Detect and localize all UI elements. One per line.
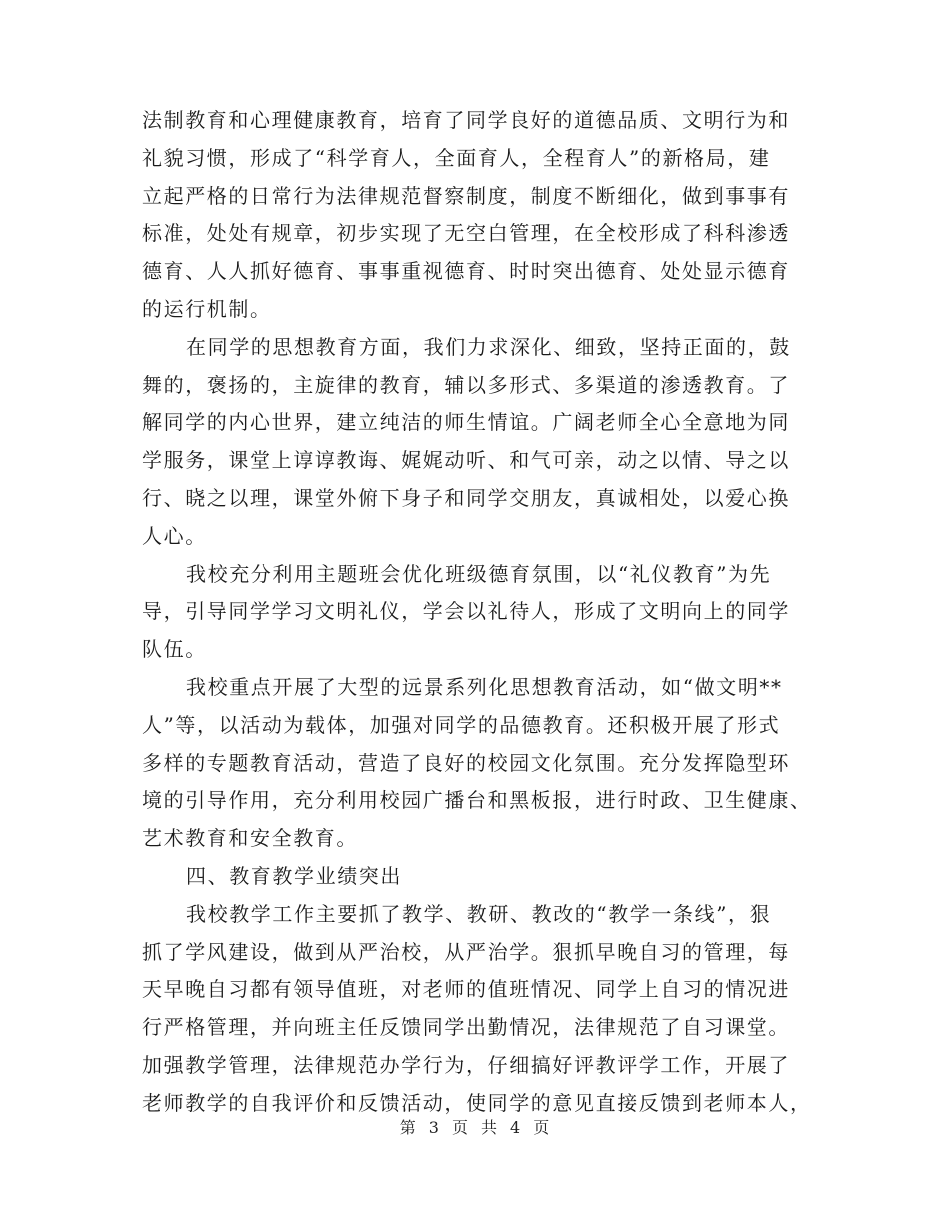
text-line: 行、晓之以理，课堂外俯下身子和同学交朋友，真诚相处，以爱心换	[142, 485, 790, 510]
text-line: 天早晚自习都有领导值班，对老师的值班情况、同学上自习的情况进	[142, 977, 790, 1002]
footer-label-ye: 页	[451, 1118, 469, 1137]
text-line: 行严格管理，并向班主任反馈同学出勤情况，法律规范了自习课堂。	[142, 1015, 790, 1040]
text-line: 的运行机制。	[142, 296, 272, 321]
footer-total-pages: 4	[510, 1118, 522, 1137]
text-line: 导，引导同学学习文明礼仪，学会以礼待人，形成了文明向上的同学	[142, 599, 790, 624]
paragraph-first-line: 在同学的思想教育方面，我们力求深化、细致，坚持正面的，鼓	[186, 334, 791, 359]
footer-label-di: 第	[399, 1118, 417, 1137]
text-line: 解同学的内心世界，建立纯洁的师生情谊。广阔老师全心全意地为同	[142, 410, 790, 435]
text-line: 礼貌习惯，形成了“科学育人，全面育人，全程育人”的新格局，建	[142, 145, 771, 170]
text-line: 境的引导作用，充分利用校园广播台和黑板报，进行时政、卫生健康、	[142, 788, 812, 813]
text-line: 标准，处处有规章，初步实现了无空白管理，在全校形成了科科渗透	[142, 221, 790, 246]
page-footer	[0, 1115, 950, 1138]
text-line: 队伍。	[142, 637, 207, 662]
text-line: 人”等，以活动为载体，加强对同学的品德教育。还积极开展了形式	[142, 712, 781, 737]
text-line: 立起严格的日常行为法律规范督察制度，制度不断细化，做到事事有	[142, 183, 790, 208]
paragraph-first-line: 我校教学工作主要抓了教学、教研、教改的“教学一条线”，狠	[186, 901, 772, 926]
document-body	[142, 102, 814, 1123]
text-line: 德育、人人抓好德育、事事重视德育、时时突出德育、处处显示德育	[142, 259, 790, 284]
text-line: 老师教学的自我评价和反馈活动，使同学的意见直接反馈到老师本人，	[142, 1090, 812, 1115]
text-line: 艺术教育和安全教育。	[142, 826, 358, 851]
footer-label-gong: 共	[481, 1118, 499, 1137]
paragraph-first-line: 我校充分利用主题班会优化班级德育氛围，以“礼仪教育”为先	[186, 561, 772, 586]
footer-label-ye2: 页	[533, 1118, 551, 1137]
text-line: 人心。	[142, 523, 207, 548]
text-line: 法制教育和心理健康教育，培育了同学良好的道德品质、文明行为和	[142, 108, 790, 132]
text-line: 加强教学管理，法律规范办学行为，仔细搞好评教评学工作，开展了	[142, 1052, 790, 1077]
paragraph-first-line: 我校重点开展了大型的远景系列化思想教育活动，如“做文明**	[186, 674, 783, 699]
text-line: 多样的专题教育活动，营造了良好的校园文化氛围。充分发挥隐型环	[142, 750, 790, 775]
text-line: 学服务，课堂上谆谆教诲、娓娓动听、和气可亲，动之以情、导之以	[142, 448, 790, 473]
section-heading: 四、教育教学业绩突出	[186, 863, 402, 888]
text-line: 舞的，褒扬的，主旋律的教育，辅以多形式、多渠道的渗透教育。了	[142, 372, 790, 397]
text-line: 抓了学风建设，做到从严治校，从严治学。狠抓早晚自习的管理，每	[142, 939, 790, 964]
footer-page-number: 3	[428, 1118, 440, 1137]
